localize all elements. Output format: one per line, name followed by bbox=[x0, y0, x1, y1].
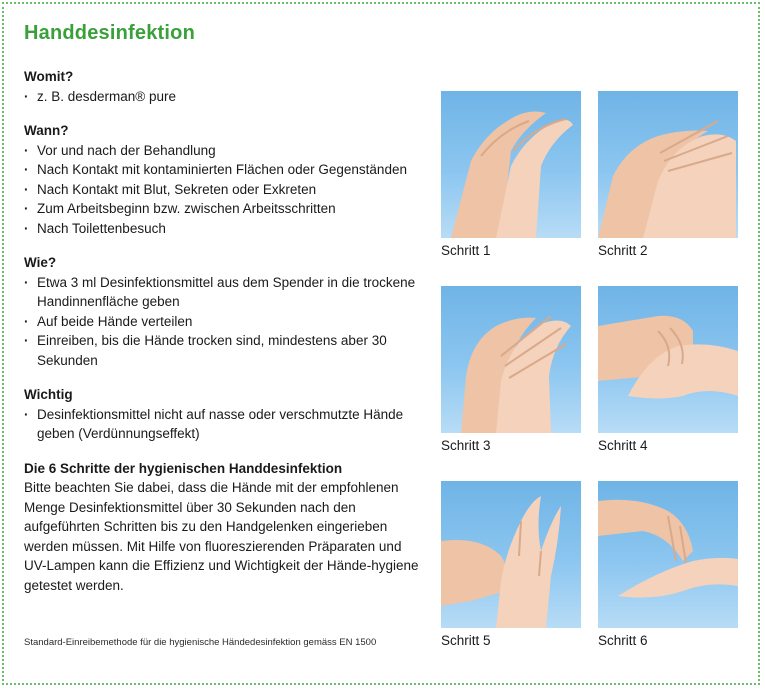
hand-photo bbox=[441, 91, 581, 238]
step-caption: Schritt 1 bbox=[441, 243, 491, 258]
step-3 bbox=[441, 286, 581, 453]
step-caption: Schritt 2 bbox=[598, 243, 648, 258]
hand-photo bbox=[598, 91, 738, 238]
bullet-list bbox=[24, 141, 424, 239]
list-item: · Nach Kontakt mit Blut, Sekreten oder Exkreten bbox=[24, 180, 424, 200]
list-item: · Vor und nach der Behandlung bbox=[24, 141, 424, 161]
section-wann bbox=[24, 121, 424, 238]
section-wie bbox=[24, 253, 424, 370]
hand-photo bbox=[441, 286, 581, 433]
step-4 bbox=[598, 286, 738, 453]
section-heading: Die 6 Schritte der hygienischen Handdesinfektion bbox=[24, 460, 343, 476]
step-caption: Schritt 5 bbox=[441, 633, 491, 648]
hand-photo bbox=[598, 286, 738, 433]
bullet-list bbox=[24, 405, 424, 444]
section-heading: Womit? bbox=[24, 69, 74, 84]
step-caption: Schritt 3 bbox=[441, 438, 491, 453]
list-item: · Zum Arbeitsbeginn bzw. zwischen Arbeitsschritten bbox=[24, 199, 424, 219]
list-item: · Nach Kontakt mit kontaminierten Flächen oder Gegenständen bbox=[24, 160, 424, 180]
list-item: · Etwa 3 ml Desinfektionsmittel aus dem Spender in die trockene Handinnenfläche geben bbox=[24, 273, 424, 312]
section-heading: Wann? bbox=[24, 123, 69, 138]
bullet-list bbox=[24, 273, 424, 371]
section-wichtig bbox=[24, 385, 424, 444]
step-caption: Schritt 6 bbox=[598, 633, 648, 648]
list-item: · Einreiben, bis die Hände trocken sind, mindestens aber 30 Sekunden bbox=[24, 331, 424, 370]
list-item: · Auf beide Hände verteilen bbox=[24, 312, 424, 332]
footnote: Standard-Einreibemethode für die hygienische Händedesinfektion gemäss EN 1500 bbox=[24, 637, 377, 648]
section-heading: Wichtig bbox=[24, 387, 73, 402]
hand-photo bbox=[598, 481, 738, 628]
list-item: · Nach Toilettenbesuch bbox=[24, 219, 424, 239]
page-title: Handdesinfektion bbox=[24, 22, 195, 44]
list-item: · z. B. desderman® pure bbox=[24, 87, 424, 107]
step-caption: Schritt 4 bbox=[598, 438, 648, 453]
step-6 bbox=[598, 481, 738, 648]
step-2 bbox=[598, 91, 738, 258]
bullet-list bbox=[24, 87, 424, 107]
list-item: · Desinfektionsmittel nicht auf nasse oder verschmutzte Hände geben (Verdünnungseffekt) bbox=[24, 405, 424, 444]
text-column bbox=[24, 67, 424, 610]
step-5 bbox=[441, 481, 581, 648]
step-1 bbox=[441, 91, 581, 258]
section-six-steps bbox=[24, 459, 424, 596]
section-womit bbox=[24, 67, 424, 106]
hand-photo bbox=[441, 481, 581, 628]
six-steps-paragraph: Bitte beachten Sie dabei, dass die Hände mit der empfohlenen Menge Desinfektionsmittel über 30 Sekunden nach den aufgeführten Schritten bis zu den Handgelenken eingerieben werden müssen. Mit Hilfe von fluoreszierenden Präparaten und UV-Lampen kann die Effizienz und Wichtigkeit der Hände-hygiene getestet werden. bbox=[24, 480, 419, 593]
section-heading: Wie? bbox=[24, 255, 57, 270]
